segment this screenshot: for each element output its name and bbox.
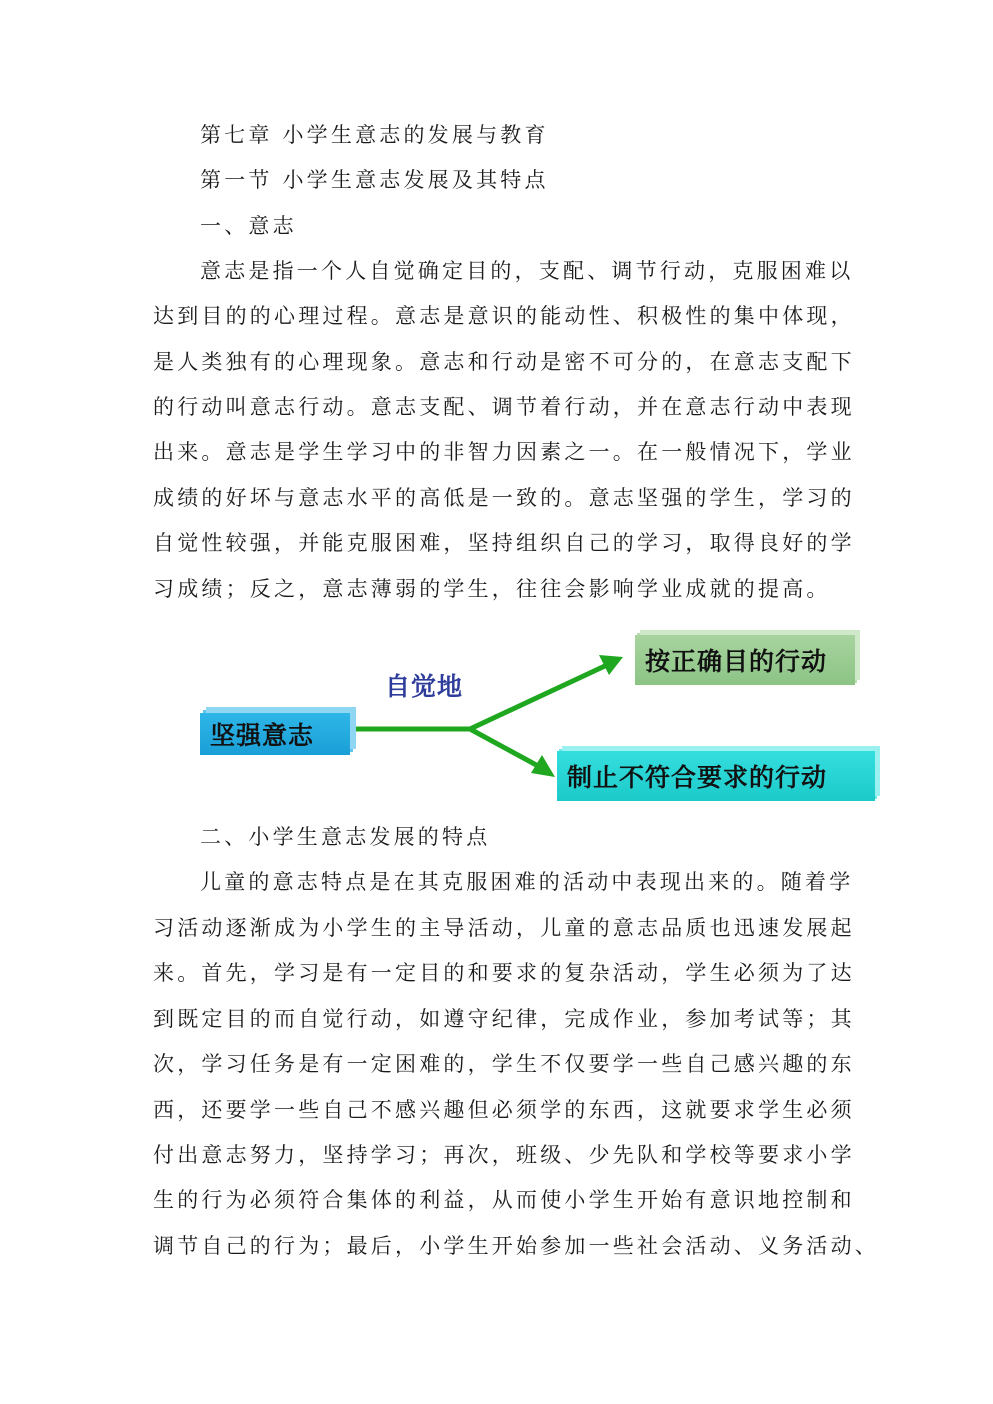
arrow-line-up: [470, 665, 607, 729]
paragraph-line: 付出意志努力，坚持学习；再次，班级、少先队和学校等要求小学: [153, 1143, 855, 1167]
chapter-title: 第七章 小学生意志的发展与教育: [200, 123, 549, 147]
paragraph-line: 来。首先，学习是有一定目的和要求的复杂活动，学生必须为了达: [153, 961, 855, 985]
paragraph-line: 出来。意志是学生学习中的非智力因素之一。在一般情况下，学业: [153, 440, 855, 464]
paragraph-line: 自觉性较强，并能克服困难，坚持组织自己的学习，取得良好的学: [153, 531, 855, 555]
paragraph-line: 成绩的好坏与意志水平的高低是一致的。意志坚强的学生，学习的: [153, 486, 855, 510]
paragraph-line: 次，学习任务是有一定困难的，学生不仅要学一些自己感兴趣的东: [153, 1052, 855, 1076]
strong-will-box: 坚强意志: [200, 713, 350, 755]
arrow-line-down: [470, 729, 540, 767]
paragraph-line: 到既定目的而自觉行动，如遵守纪律，完成作业，参加考试等；其: [153, 1007, 855, 1031]
paragraph-line: 习成绩；反之，意志薄弱的学生，往往会影响学业成就的提高。: [153, 577, 831, 601]
stop-improper-action-box: 制止不符合要求的行动: [557, 751, 875, 801]
act-correct-purpose-box: 按正确目的行动: [635, 635, 855, 685]
paragraph-line: 西，还要学一些自己不感兴趣但必须学的东西，这就要求学生必须: [153, 1098, 855, 1122]
paragraph-line: 是人类独有的心理现象。意志和行动是密不可分的，在意志支配下: [153, 350, 855, 374]
paragraph-line: 的行动叫意志行动。意志支配、调节着行动，并在意志行动中表现: [153, 395, 855, 419]
paragraph-line: 调节自己的行为；最后，小学生开始参加一些社会活动、义务活动、: [153, 1234, 879, 1258]
subsection-title-will: 一、意志: [200, 214, 297, 238]
will-diagram: [195, 625, 895, 810]
consciously-label: 自觉地: [385, 672, 464, 701]
section-title: 第一节 小学生意志发展及其特点: [200, 168, 549, 192]
paragraph-line: 意志是指一个人自觉确定目的，支配、调节行动，克服困难以: [200, 259, 854, 283]
subsection-title-features: 二、小学生意志发展的特点: [200, 825, 491, 849]
paragraph-line: 儿童的意志特点是在其克服困难的活动中表现出来的。随着学: [200, 870, 854, 894]
paragraph-line: 达到目的的心理过程。意志是意识的能动性、积极性的集中体现，: [153, 304, 855, 328]
paragraph-line: 习活动逐渐成为小学生的主导活动，儿童的意志品质也迅速发展起: [153, 916, 855, 940]
paragraph-line: 生的行为必须符合集体的利益，从而使小学生开始有意识地控制和: [153, 1188, 855, 1212]
